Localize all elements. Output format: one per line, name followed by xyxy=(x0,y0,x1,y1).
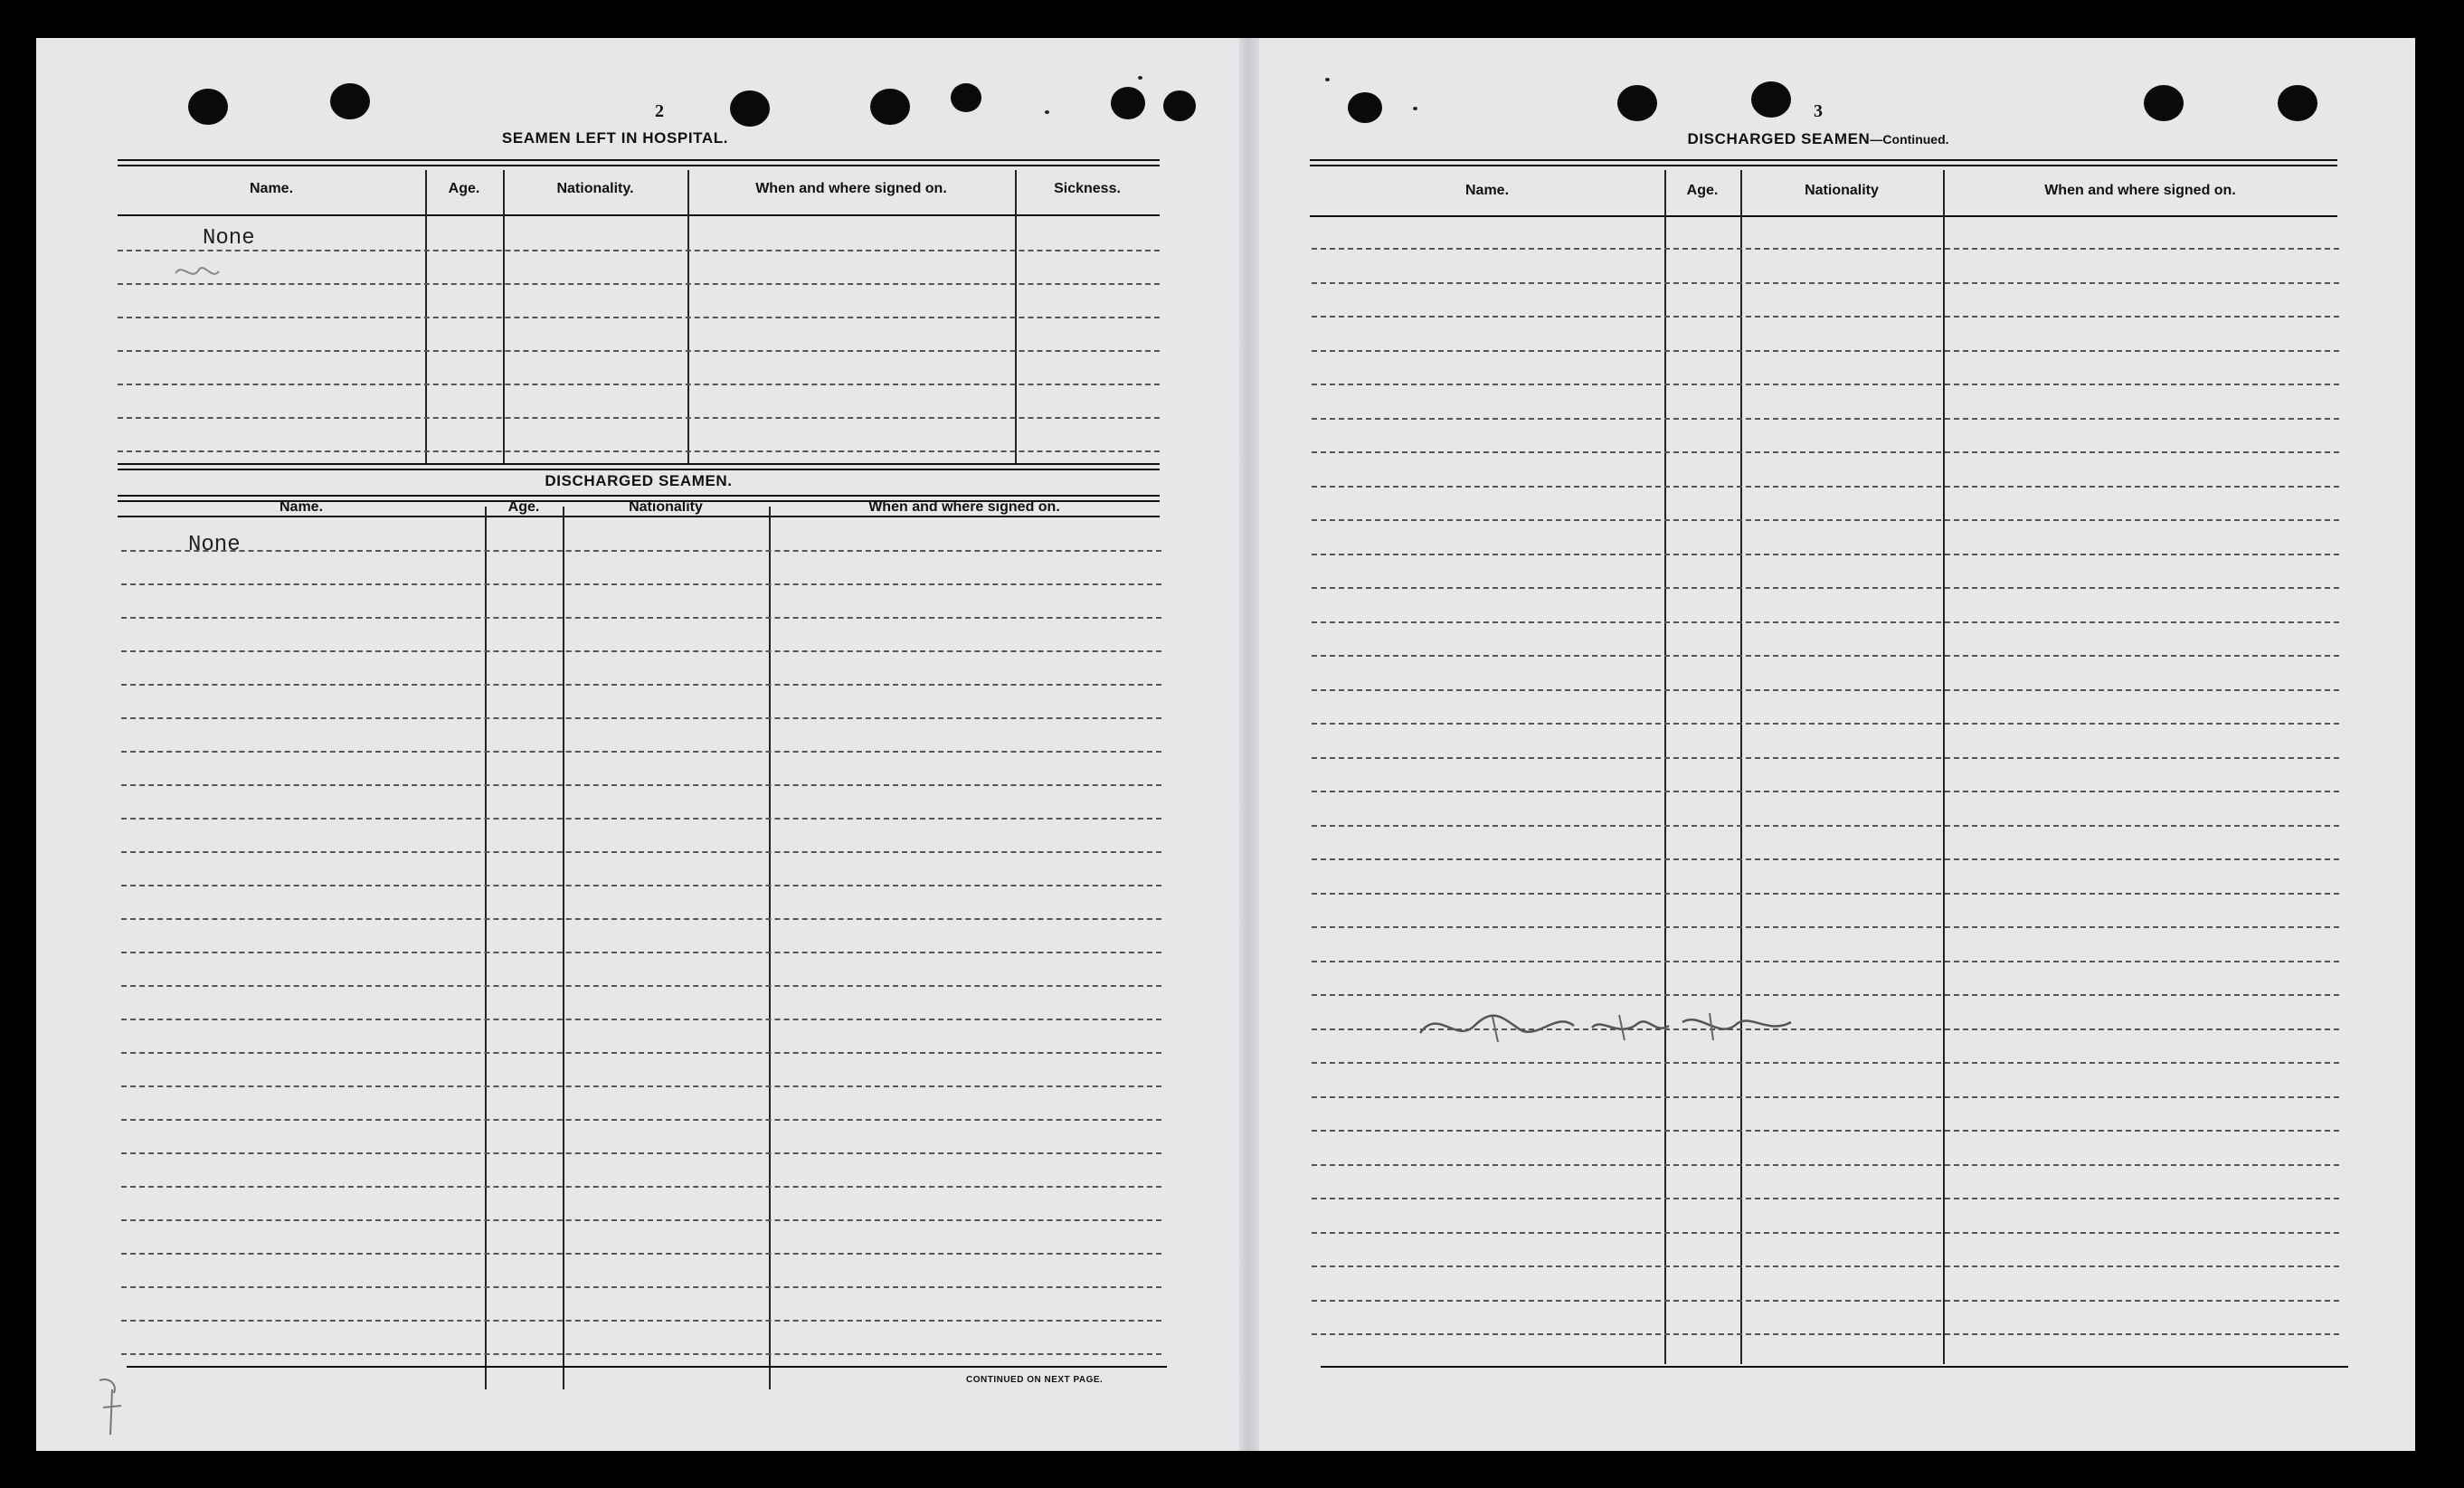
right-ruled-line xyxy=(1312,554,2339,555)
col-divider xyxy=(769,507,771,1389)
punch-hole-icon xyxy=(1751,81,1791,118)
discharged-ruled-line xyxy=(121,818,1161,820)
right-header-age: Age. xyxy=(1686,183,1719,198)
discharged-ruled-line xyxy=(121,1085,1161,1087)
right-header-name: Name. xyxy=(1464,183,1510,198)
discharged-ruled-line xyxy=(121,617,1161,619)
col-header-signed-on: When and where signed on. xyxy=(755,181,947,196)
discharged-ruled-line xyxy=(121,1320,1161,1322)
discharged-ruled-line xyxy=(121,1219,1161,1221)
discharged-entry: None xyxy=(188,533,241,557)
right-header-signed-on: When and where signed on. xyxy=(2044,183,2236,198)
discharged-ruled-line xyxy=(121,650,1161,652)
right-ruled-line xyxy=(1312,384,2339,385)
right-ruled-line xyxy=(1312,858,2339,860)
discharged-ruled-line xyxy=(121,583,1161,585)
discharged-ruled-line xyxy=(121,684,1161,686)
col-divider xyxy=(485,507,487,1389)
discharged-ruled-line xyxy=(121,751,1161,753)
speck xyxy=(1045,110,1049,114)
right-ruled-line xyxy=(1312,1130,2339,1132)
discharged-ruled-line xyxy=(121,851,1161,853)
right-header-nationality: Nationality xyxy=(1805,183,1879,198)
right-ruled-line xyxy=(1312,248,2339,250)
page-number-left: 2 xyxy=(655,101,664,121)
col-divider xyxy=(563,507,564,1389)
right-ruled-line xyxy=(1312,1062,2339,1064)
right-ruled-line xyxy=(1312,655,2339,657)
discharged-header-name: Name. xyxy=(279,499,324,515)
discharged-ruled-line xyxy=(121,550,1161,552)
right-ruled-line xyxy=(1312,1232,2339,1234)
discharged-ruled-line xyxy=(121,1119,1161,1121)
speck xyxy=(1138,76,1142,80)
col-header-sickness: Sickness. xyxy=(1054,181,1121,196)
page-gutter xyxy=(1239,38,1259,1451)
discharged-ruled-line xyxy=(121,1353,1161,1355)
discharged-header-rule xyxy=(118,516,1160,517)
right-ruled-line xyxy=(1312,791,2339,792)
right-bottom-rule xyxy=(1321,1366,2348,1368)
handwritten-signature-icon xyxy=(1411,990,1809,1053)
right-ruled-line xyxy=(1312,350,2339,352)
continued-footer: CONTINUED ON NEXT PAGE. xyxy=(966,1375,1104,1385)
right-ruled-line xyxy=(1312,1300,2339,1302)
discharged-ruled-line xyxy=(121,1152,1161,1154)
punch-hole-icon xyxy=(1617,85,1657,121)
discharged-ruled-line xyxy=(121,1052,1161,1054)
right-ruled-line xyxy=(1312,316,2339,318)
right-section-title xyxy=(1610,130,2026,148)
discharged-ruled-line xyxy=(121,1286,1161,1288)
speck xyxy=(1325,78,1330,81)
right-ruled-line xyxy=(1312,1265,2339,1267)
right-top-rule xyxy=(1310,159,2337,166)
hospital-top-rule xyxy=(118,159,1160,166)
punch-hole-icon xyxy=(1163,90,1196,121)
discharged-ruled-line xyxy=(121,952,1161,953)
punch-hole-icon xyxy=(330,83,370,119)
hospital-ruled-line xyxy=(118,317,1160,318)
hospital-ruled-line xyxy=(118,350,1160,352)
discharged-ruled-line xyxy=(121,1253,1161,1255)
right-ruled-line xyxy=(1312,621,2339,623)
right-ruled-line xyxy=(1312,1333,2339,1335)
right-header-rule xyxy=(1310,215,2337,217)
discharged-ruled-line xyxy=(121,784,1161,786)
document-sheet xyxy=(36,38,2415,1451)
hospital-entry: None xyxy=(203,226,255,251)
col-header-nationality: Nationality. xyxy=(556,181,634,196)
discharged-top-rule xyxy=(118,463,1160,470)
right-title-main: DISCHARGED SEAMEN xyxy=(1687,130,1871,147)
discharged-ruled-line xyxy=(121,918,1161,920)
discharged-ruled-line xyxy=(121,1186,1161,1188)
hospital-ruled-line xyxy=(118,417,1160,419)
col-header-name: Name. xyxy=(249,181,294,196)
discharged-header-nationality: Nationality xyxy=(629,499,703,515)
discharged-ruled-line xyxy=(121,985,1161,987)
right-ruled-line xyxy=(1312,1198,2339,1199)
punch-hole-icon xyxy=(1111,87,1145,119)
right-ruled-line xyxy=(1312,893,2339,895)
right-ruled-line xyxy=(1312,587,2339,589)
right-title-suffix: —Continued. xyxy=(1870,132,1949,147)
page-number-right: 3 xyxy=(1814,101,1823,121)
hospital-ruled-line xyxy=(118,250,1160,251)
discharged-ruled-line xyxy=(121,885,1161,886)
right-ruled-line xyxy=(1312,825,2339,827)
right-ruled-line xyxy=(1312,451,2339,453)
col-header-age: Age. xyxy=(448,181,480,196)
right-ruled-line xyxy=(1312,519,2339,521)
punch-hole-icon xyxy=(951,83,981,112)
right-ruled-line xyxy=(1312,757,2339,759)
punch-hole-icon xyxy=(730,90,770,127)
right-ruled-line xyxy=(1312,282,2339,284)
punch-hole-icon xyxy=(1348,92,1382,123)
discharged-ruled-line xyxy=(121,1019,1161,1020)
right-ruled-line xyxy=(1312,1164,2339,1166)
right-ruled-line xyxy=(1312,418,2339,420)
right-ruled-line xyxy=(1312,689,2339,691)
right-ruled-line xyxy=(1312,723,2339,725)
hospital-ruled-line xyxy=(118,384,1160,385)
margin-mark-icon xyxy=(90,1371,145,1444)
discharged-header-signed-on: When and where signed on. xyxy=(868,499,1060,515)
hospital-ruled-line xyxy=(118,283,1160,285)
ink-smudge-icon xyxy=(170,255,224,291)
left-bottom-rule xyxy=(127,1366,1167,1368)
punch-hole-icon xyxy=(2278,85,2317,121)
punch-hole-icon xyxy=(2144,85,2184,121)
discharged-ruled-line xyxy=(121,717,1161,719)
speck xyxy=(1413,107,1417,110)
right-ruled-line xyxy=(1312,1096,2339,1098)
punch-hole-icon xyxy=(188,89,228,125)
right-ruled-line xyxy=(1312,961,2339,962)
discharged-header-age: Age. xyxy=(507,499,540,515)
right-ruled-line xyxy=(1312,486,2339,488)
discharged-section-title: DISCHARGED SEAMEN. xyxy=(545,472,733,489)
hospital-header-rule xyxy=(118,214,1160,216)
hospital-section-title: SEAMEN LEFT IN HOSPITAL. xyxy=(501,129,729,147)
punch-hole-icon xyxy=(870,89,910,125)
right-ruled-line xyxy=(1312,926,2339,928)
hospital-ruled-line xyxy=(118,450,1160,452)
